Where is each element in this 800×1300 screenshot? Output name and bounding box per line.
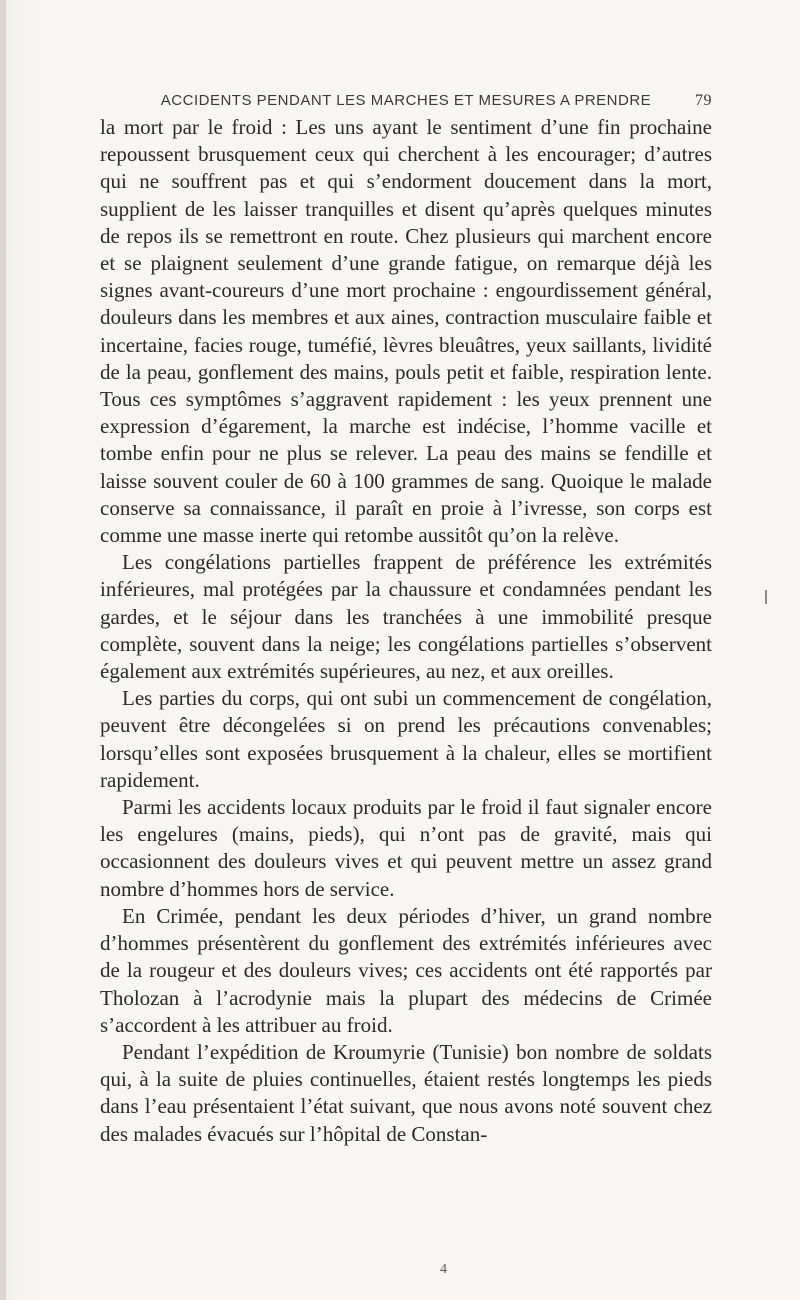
page-number: 79 xyxy=(695,92,712,109)
paragraph: Pendant l’expédition de Kroumyrie (Tunisie) bon nombre de soldats qui, à la suite de pluies continuelles, étaient restés longtemps les pieds dans l’eau présentaient l’état suivant, que nous avons noté souvent chez des malades évacués sur l’hôpital de Constan- xyxy=(100,1039,712,1146)
paragraph: Les congélations partielles frappent de préférence les extrémités inférieures, mal protégées par la chaussure et condamnées pendant les gardes, et le séjour dans les tranchées à une immobilité presque complète, souvent dans la neige; les congélations partielles s’observent également aux extrémités supérieures, au nez, et aux oreilles. xyxy=(100,550,712,684)
paragraph: Les parties du corps, qui ont subi un commencement de congélation, peuvent être décongelées si on prend les précautions convenables; lorsqu’elles sont exposées brusquement à la chaleur, elles se mortifient rapidement. xyxy=(100,686,712,792)
running-title: ACCIDENTS PENDANT LES MARCHES ET MESURES A PRENDRE xyxy=(160,92,652,109)
body-text xyxy=(100,114,712,1148)
paragraph: Parmi les accidents locaux produits par le froid il faut signaler encore les engelures (mains, pieds), qui n’ont pas de gravité, mais qui occasionnent des douleurs vives et qui peuvent mettre un assez grand nombre d’hommes hors de service. xyxy=(100,795,712,901)
margin-mark xyxy=(765,590,767,604)
paragraph: En Crimée, pendant les deux périodes d’hiver, un grand nombre d’hommes présentèrent du gonflement des extrémités inférieures avec de la rougeur et des douleurs vives; ces accidents ont été rapportés par Tholozan à l’acrodynie mais la plupart des médecins de Crimée s’accordent à les attribuer au froid. xyxy=(100,903,712,1037)
running-head xyxy=(100,92,712,110)
page-spine-shadow xyxy=(0,0,6,1300)
paragraph: la mort par le froid : Les uns ayant le sentiment d’une fin prochaine repoussent brusquement ceux qui cherchent à les encourager; d’autres qui ne souffrent pas et qui s’endorment doucement dans la mort, supplient de les laisser tranquilles et disent qu’après quelques minutes de repos ils se remettront en route. Chez plusieurs qui marchent encore et se plaignent seulement d’une grande fatigue, on remarque déjà les signes avant-coureurs d’une mort prochaine : engourdissement général, douleurs dans les membres et aux aines, contraction musculaire faible et incertaine, facies rouge, tuméfié, lèvres bleuâtres, yeux saillants, lividité de la peau, gonflement des mains, pouls petit et faible, respiration lente. Tous ces symptômes s’aggravent rapidement : les yeux prennent une expression d’égarement, la marche est indécise, l’homme vacille et tombe enfin pour ne plus se relever. La peau des mains se fendille et laisse souvent couler de 60 à 100 grammes de sang. Quoique le malade conserve sa connaissance, il paraît en proie à l’ivresse, son corps est comme une masse inerte qui retombe aussitôt qu’on la relève. xyxy=(100,115,712,548)
signature-mark: 4 xyxy=(440,1262,447,1277)
